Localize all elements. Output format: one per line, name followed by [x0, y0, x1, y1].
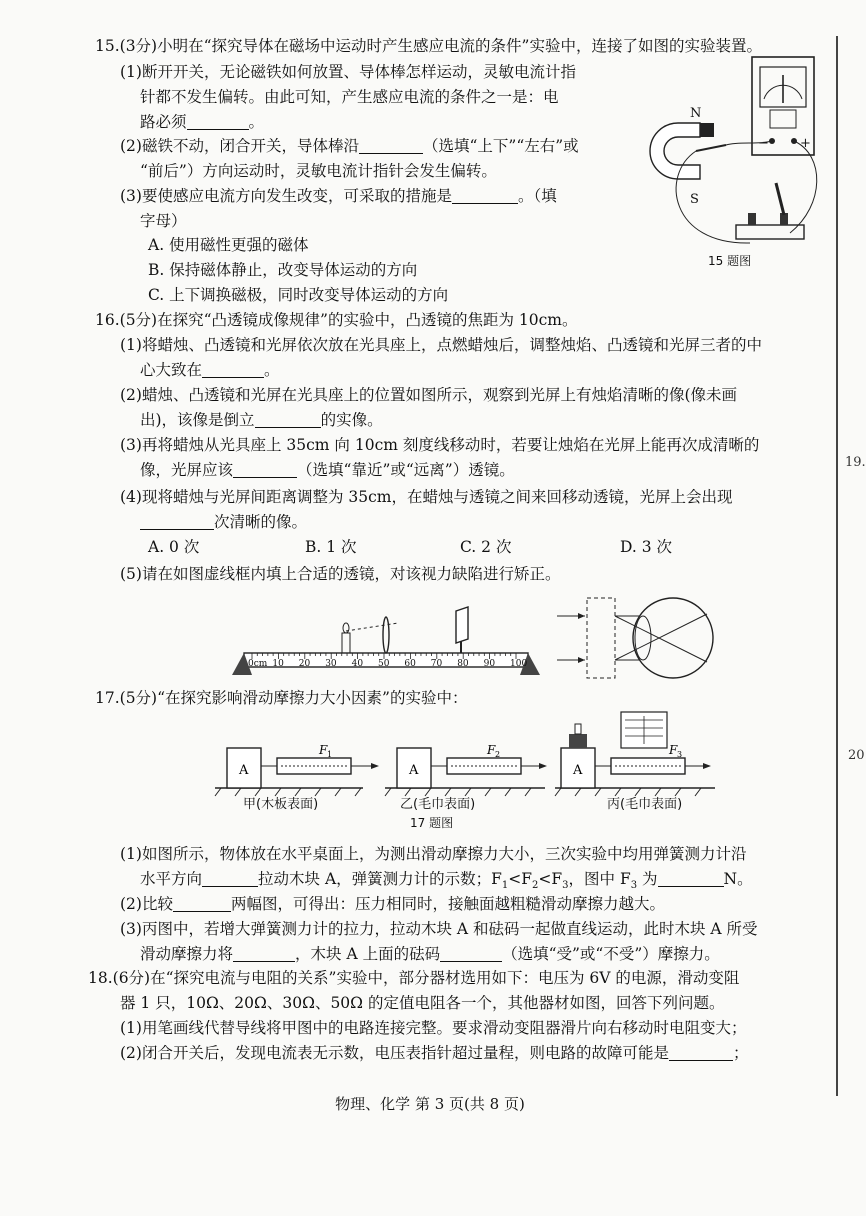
q15-part3-line2: 字母） [140, 212, 187, 230]
svg-text:3: 3 [677, 750, 683, 759]
answer-blank[interactable] [187, 113, 249, 130]
q16-heading: 16.(5分)在探究“凸透镜成像规律”的实验中，凸透镜的焦距为 10cm。 [95, 311, 578, 329]
svg-text:−: − [758, 136, 769, 151]
q17-heading: 17.(5分)“在探究影响滑动摩擦力大小因素”的实验中： [95, 689, 468, 707]
q17-part2: (2)比较 两幅图，可得出：压力相同时，接触面越粗糙滑动摩擦力越大。 [120, 895, 665, 913]
answer-blank[interactable] [140, 513, 214, 530]
svg-text:A: A [409, 763, 419, 778]
q15-part1-line2: 针都不发生偏转。由此可知，产生感应电流的条件之一是：电 [140, 88, 559, 106]
q17-caption-bing: 丙(毛巾表面) [607, 797, 683, 812]
q16-part1-line2: 心大致在 。 [140, 361, 280, 379]
q16-part2-line1: (2)蜡烛、凸透镜和光屏在光具座上的位置如图所示，观察到光屏上有烛焰清晰的像(像未画 [120, 386, 738, 404]
svg-text:F: F [487, 743, 496, 757]
answer-blank[interactable] [173, 895, 231, 912]
answer-blank[interactable] [233, 461, 297, 478]
q18-part2: (2)闭合开关后，发现电流表无示数，电压表指针超过量程，则电路的故障可能是 ； [120, 1044, 749, 1062]
q16-part3-line1: (3)再将蜡烛从光具座上 35cm 向 10cm 刻度线移动时，若要让烛焰在光屏上能再次成清晰的 [120, 436, 760, 454]
q15-apparatus-figure [640, 55, 830, 265]
bench-tick-label: 80 [457, 659, 469, 669]
svg-text:+: + [800, 136, 811, 151]
q15-option-c: C. 上下调换磁极，同时改变导体运动的方向 [148, 286, 449, 304]
svg-text:A: A [239, 763, 249, 778]
q18-heading-line1: 18.(6分)在“探究电流与电阻的关系”实验中，部分器材选用如下：电压为 6V 的电源，滑动变阻 [88, 969, 740, 987]
svg-text:2: 2 [495, 750, 501, 759]
bench-tick-label: 50 [378, 659, 390, 669]
q15-option-b: B. 保持磁体静止，改变导体运动的方向 [148, 261, 418, 279]
svg-text:A: A [573, 763, 583, 778]
q18-heading-line2: 器 1 只，10Ω、20Ω、30Ω、50Ω 的定值电阻各一个，其他器材如图，回答下列问题。 [120, 994, 725, 1012]
answer-blank[interactable] [359, 137, 423, 154]
q15-option-a: A. 使用磁性更强的磁体 [148, 236, 309, 254]
bench-tick-label: 70 [430, 659, 443, 669]
q17-figure-caption: 17 题图 [410, 816, 454, 830]
optical-bench-figure [228, 595, 548, 685]
q15-part1-line1: (1)断开开关，无论磁铁如何放置、导体棒怎样运动，灵敏电流计指 [120, 63, 576, 81]
bench-tick-label: 60 [404, 659, 416, 669]
q16-option-d: D. 3 次 [620, 538, 673, 556]
q15-part2-line1: (2)磁铁不动，闭合开关，导体棒沿 （选填“上下”“左右”或 [120, 137, 579, 155]
bench-tick-label: 40 [351, 659, 364, 669]
svg-text:F: F [319, 743, 328, 757]
q16-part1-line1: (1)将蜡烛、凸透镜和光屏依次放在光具座上，点燃蜡烛后，调整烛焰、凸透镜和光屏三者的中 [120, 336, 762, 354]
column-divider [836, 36, 838, 1096]
q16-part4-line1: (4)现将蜡烛与光屏间距离调整为 35cm，在蜡烛与透镜之间来回移动透镜，光屏上会出现 [120, 488, 733, 506]
bench-tick-label: 0cm [248, 659, 268, 669]
q15-part2-line2: “前后”）方向运动时，灵敏电流计指针会发生偏转。 [140, 162, 497, 180]
q15-heading: 15.(3分)小明在“探究导体在磁场中运动时产生感应电流的条件”实验中，连接了如图的实验装置。 [95, 37, 762, 55]
page-footer: 物理、化学 第 3 页(共 8 页) [335, 1095, 525, 1113]
bench-tick-label: 30 [325, 659, 337, 669]
q16-part4-line2: 次清晰的像。 [140, 510, 307, 534]
q16-option-b: B. 1 次 [305, 538, 357, 556]
bench-tick-label: 20 [298, 659, 311, 669]
answer-blank[interactable] [452, 187, 518, 204]
q17-caption-yi: 乙(毛巾表面) [400, 797, 476, 812]
svg-text:N: N [690, 106, 702, 121]
answer-blank[interactable] [233, 945, 295, 962]
q17-part3-line2: 滑动摩擦力将 ，木块 A 上面的砝码 （选填“受”或“不受”）摩擦力。 [140, 945, 720, 963]
bench-tick-label: 90 [483, 659, 496, 669]
bench-tick-label: 10 [272, 659, 284, 669]
q15-part3-line1: (3)要使感应电流方向发生改变，可采取的措施是 。（填 [120, 187, 557, 205]
right-edge-number-19: 19. [845, 455, 866, 470]
answer-blank[interactable] [440, 945, 502, 962]
svg-text:1: 1 [327, 750, 333, 759]
svg-text:F: F [669, 743, 678, 757]
bench-tick-label: 100 [510, 659, 528, 669]
answer-blank[interactable] [202, 361, 264, 378]
q16-part3-line2: 像，光屏应该 （选填“靠近”或“远离”）透镜。 [140, 461, 515, 479]
q16-part2-line2: 出)，该像是倒立 的实像。 [140, 411, 383, 429]
q15-part1-line3: 路必须 。 [140, 113, 265, 131]
q17-caption-jia: 甲(木板表面) [243, 797, 319, 812]
answer-blank[interactable] [669, 1044, 733, 1061]
q16-option-a: A. 0 次 [148, 538, 200, 556]
q15-figure-caption: 15 题图 [708, 254, 752, 268]
q17-part1-line1: (1)如图所示，物体放在水平桌面上，为测出滑动摩擦力大小，三次实验中均用弹簧测力计沿 [120, 845, 747, 863]
q18-part1: (1)用笔画线代替导线将甲图中的电路连接完整。要求滑动变阻器滑片向右移动时电阻变大； [120, 1019, 747, 1037]
q17-part3-line1: (3)丙图中，若增大弹簧测力计的拉力，拉动木块 A 和砝码一起做直线运动，此时木块 A 所受 [120, 920, 758, 938]
lens-dashed-box [587, 598, 615, 678]
answer-blank[interactable] [255, 411, 321, 428]
q17-part1-line2: 水平方向 拉动木块 A，弹簧测力计的示数；$F_1<F_2<F_3$，图中 $F_3$ 为 N。 [140, 870, 753, 892]
q16-part5: (5)请在如图虚线框内填上合适的透镜，对该视力缺陷进行矫正。 [120, 565, 561, 583]
q16-option-c: C. 2 次 [460, 538, 512, 556]
eye-correction-figure [555, 590, 725, 690]
right-edge-number-20: 20 [848, 748, 865, 763]
answer-blank[interactable] [658, 870, 724, 887]
answer-blank[interactable] [202, 870, 258, 887]
svg-text:S: S [690, 192, 699, 207]
